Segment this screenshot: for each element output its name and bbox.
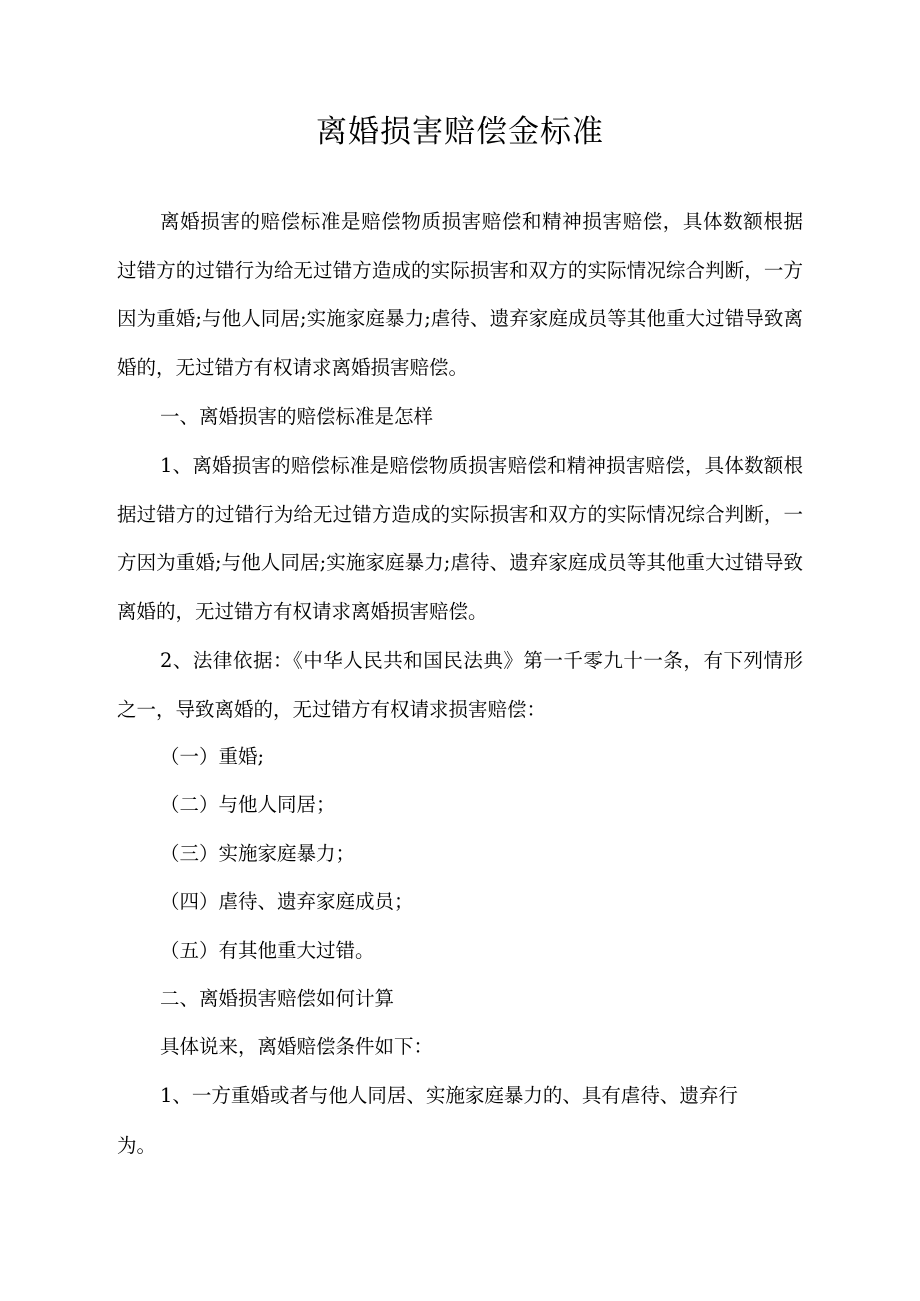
circumstance-item-3: （三）实施家庭暴力； bbox=[160, 842, 356, 865]
section-1-heading: 一、离婚损害的赔偿标准是怎样 bbox=[160, 405, 434, 428]
section-2-intro: 具体说来，离婚赔偿条件如下： bbox=[160, 1035, 434, 1058]
section-1-item-2-legal-basis: 2、法律依据：《中华人民共和国民法典》第一千零九十一条，有下列情形之一，导致离婚的，无过错方有权请求损害赔偿： bbox=[117, 649, 803, 721]
circumstance-item-2: （二）与他人同居； bbox=[160, 793, 336, 816]
intro-paragraph: 离婚损害的赔偿标准是赔偿物质损害赔偿和精神损害赔偿，具体数额根据过错方的过错行为给无过错方造成的实际损害和双方的实际情况综合判断，一方因为重婚;与他人同居;实施家庭暴力;虐待、遗弃家庭成员等其他重大过错导致离婚的，无过错方有权请求离婚损害赔偿。 bbox=[117, 210, 803, 379]
circumstance-item-4: （四）虐待、遗弃家庭成员； bbox=[160, 890, 414, 913]
section-2-item-1-line-1: 1、一方重婚或者与他人同居、实施家庭暴力的、具有虐待、遗弃行 bbox=[160, 1084, 738, 1107]
section-1-item-1: 1、离婚损害的赔偿标准是赔偿物质损害赔偿和精神损害赔偿，具体数额根据过错方的过错行为给无过错方造成的实际损害和双方的实际情况综合判断，一方因为重婚;与他人同居;实施家庭暴力;虐待、遗弃家庭成员等其他重大过错导致离婚的，无过错方有权请求离婚损害赔偿。 bbox=[117, 454, 803, 623]
circumstance-item-5: （五）有其他重大过错。 bbox=[160, 939, 375, 962]
section-2-item-1-line-2: 为。 bbox=[117, 1134, 157, 1157]
section-2-heading: 二、离婚损害赔偿如何计算 bbox=[160, 987, 395, 1010]
document-title: 离婚损害赔偿金标准 bbox=[316, 114, 604, 150]
circumstance-item-1: （一）重婚; bbox=[160, 745, 265, 768]
